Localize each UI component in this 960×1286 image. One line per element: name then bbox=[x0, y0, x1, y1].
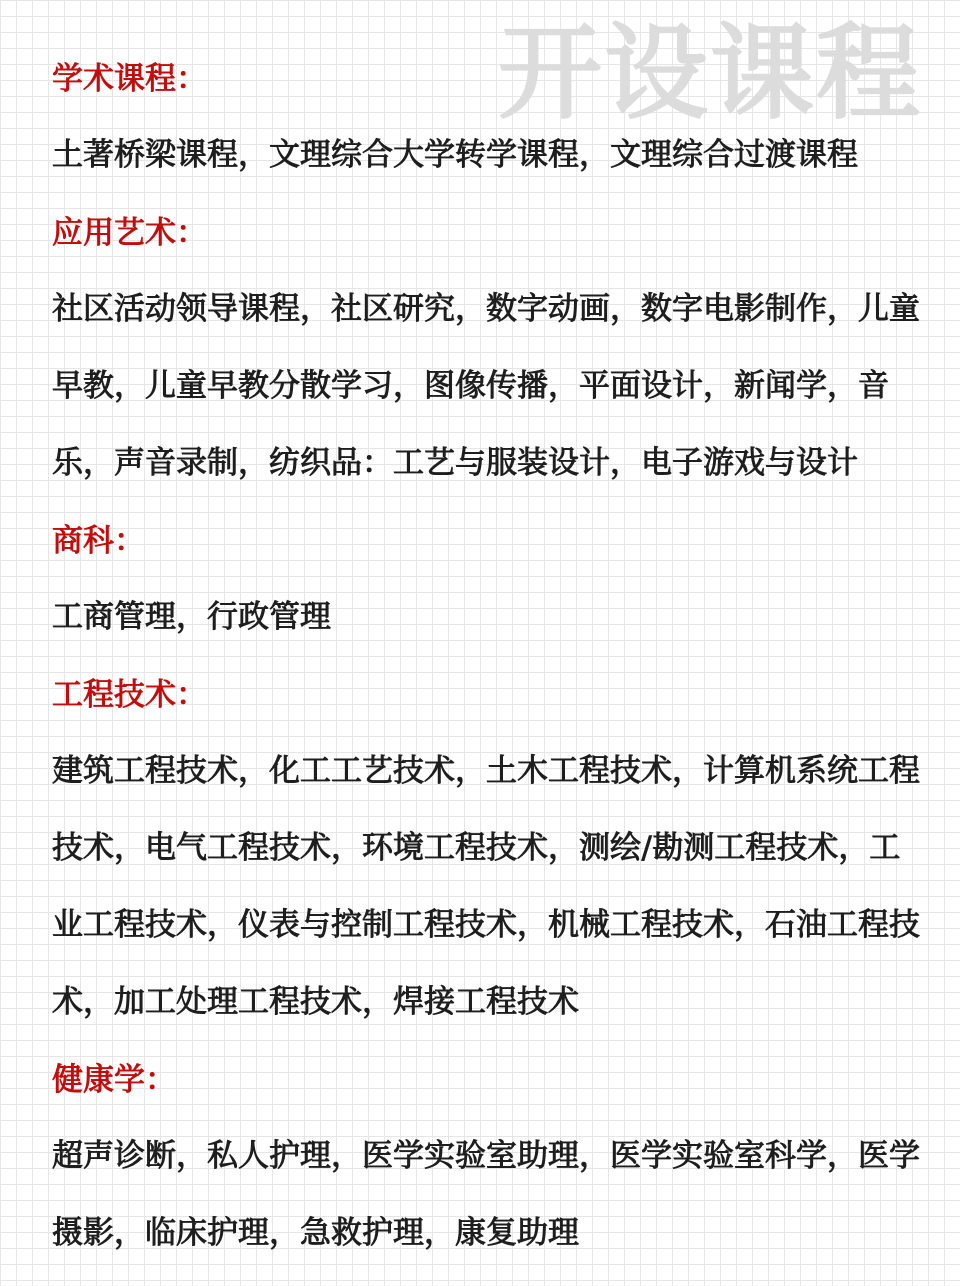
section-body: 社区活动领导课程，社区研究，数字动画，数字电影制作，儿童早教，儿童早教分散学习，图像传播，平面设计，新闻学，音乐，声音录制，纺织品：工艺与服装设计，电子游戏与设计 bbox=[52, 291, 920, 481]
watermark-heading: 开设课程 bbox=[498, 12, 923, 134]
section-body: 工商管理，行政管理 bbox=[52, 599, 331, 635]
section-title: 工程技术： bbox=[52, 677, 207, 713]
section-business bbox=[52, 516, 922, 670]
section-engineering bbox=[52, 670, 922, 1055]
section-applied-arts bbox=[52, 208, 922, 516]
course-list bbox=[52, 54, 922, 1286]
section-body: 土著桥梁课程，文理综合大学转学课程，文理综合过渡课程 bbox=[52, 137, 858, 173]
section-title: 健康学： bbox=[52, 1062, 176, 1098]
section-academic bbox=[52, 54, 922, 208]
section-health bbox=[52, 1055, 922, 1286]
section-title: 应用艺术： bbox=[52, 215, 207, 251]
section-title: 商科： bbox=[52, 523, 145, 559]
section-title: 学术课程： bbox=[52, 61, 207, 97]
section-body: 建筑工程技术，化工工艺技术，土木工程技术，计算机系统工程技术，电气工程技术，环境工程技术，测绘/勘测工程技术，工业工程技术，仪表与控制工程技术，机械工程技术，石油工程技术，加工处理工程技术，焊接工程技术 bbox=[52, 753, 920, 1020]
section-body: 超声诊断，私人护理，医学实验室助理，医学实验室科学，医学摄影，临床护理，急救护理，康复助理 bbox=[52, 1138, 920, 1251]
